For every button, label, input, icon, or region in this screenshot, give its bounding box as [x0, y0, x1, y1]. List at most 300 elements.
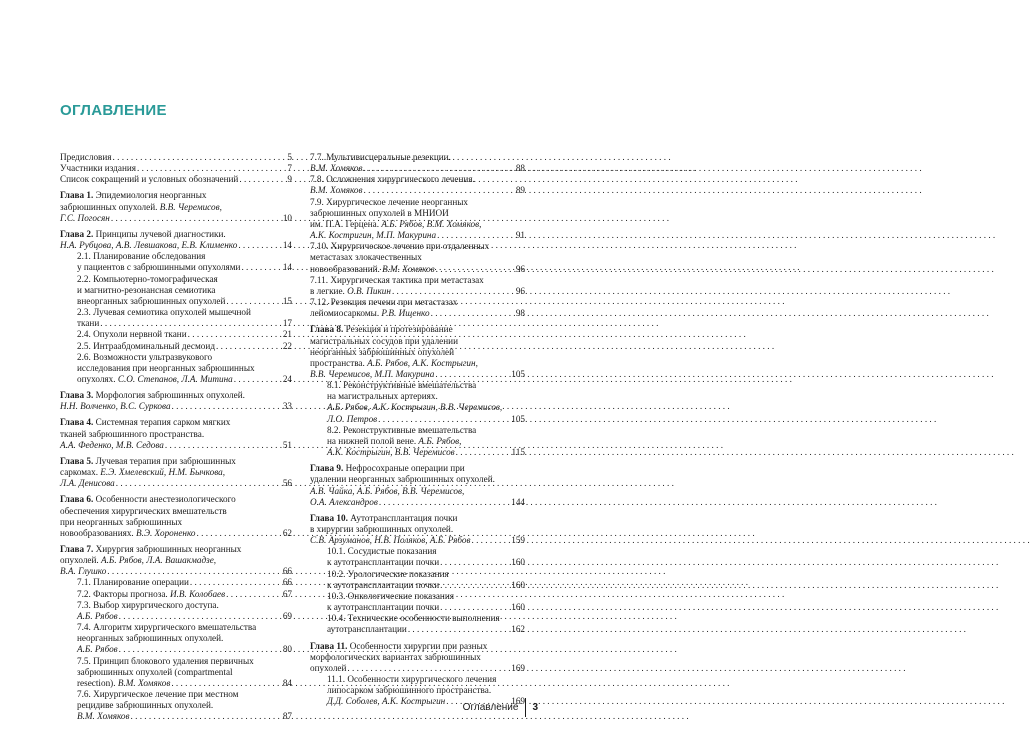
page-ref: 24 — [282, 373, 292, 384]
toc-line-text — [77, 274, 218, 285]
toc-line — [77, 577, 292, 588]
toc-line-text — [60, 152, 112, 163]
toc-entry[interactable] — [60, 544, 292, 577]
page-ref: 66 — [282, 577, 292, 588]
dot-leader — [119, 611, 282, 622]
entry-authors: Л.О. Петров — [327, 413, 378, 424]
toc-line — [77, 329, 292, 340]
entry-title: в легкие. — [310, 285, 348, 296]
entry-title: внеорганных забрюшинных опухолей — [77, 295, 226, 306]
toc-line-text — [60, 528, 196, 539]
page-ref: 5 — [287, 152, 292, 162]
toc-line-text — [327, 391, 438, 402]
toc-line-text — [310, 286, 391, 297]
page-ref: 91 — [515, 230, 525, 241]
entry-title: 2.3. Лучевая семиотика опухолей мышечной — [77, 307, 251, 318]
toc-line — [310, 308, 525, 319]
entry-title: к аутотрансплантации почки — [327, 579, 440, 590]
toc-entry[interactable] — [60, 494, 292, 539]
entry-title: саркомах. — [60, 467, 101, 478]
page-ref: 144 — [511, 496, 525, 507]
toc-line — [77, 251, 292, 262]
toc-entry[interactable] — [60, 352, 292, 385]
toc-entry[interactable] — [310, 463, 525, 508]
entry-title: 8.1. Реконструктивные вмешательства — [327, 380, 477, 391]
toc-entry[interactable] — [310, 174, 525, 196]
toc-line-text — [327, 402, 502, 413]
toc-line — [60, 190, 292, 201]
toc-entry[interactable] — [60, 390, 292, 412]
toc-line — [310, 324, 525, 335]
toc-line-text — [60, 506, 227, 517]
entry-title: им. П.А. Герцена. — [310, 218, 382, 229]
toc-line-text — [327, 557, 439, 568]
toc-line-text — [327, 425, 476, 436]
toc-entry[interactable] — [60, 656, 292, 689]
toc-line-text — [310, 185, 363, 196]
dot-leader — [137, 163, 286, 174]
entry-title: Список сокращений и условных обозначений — [60, 174, 239, 185]
toc-line — [77, 262, 292, 273]
entry-authors: В.М. Хомяков — [310, 185, 363, 196]
dot-leader — [188, 329, 282, 340]
toc-line — [77, 667, 292, 678]
dot-leader — [435, 369, 510, 380]
toc-line-text — [77, 644, 118, 655]
toc-line — [327, 402, 525, 413]
entry-title: у пациентов с забрюшинными опухолями — [77, 262, 241, 273]
entry-authors: О.А. Александров — [310, 496, 378, 507]
dot-leader — [116, 478, 282, 489]
page-ref: 22 — [282, 340, 292, 351]
page-ref: 105 — [511, 413, 525, 424]
toc-line — [310, 369, 525, 380]
toc-line — [327, 569, 525, 580]
toc-entry[interactable] — [60, 622, 292, 655]
toc-line — [60, 401, 292, 412]
toc-line — [310, 174, 525, 185]
page-ref: 160 — [511, 602, 525, 613]
toc-entry[interactable] — [60, 229, 292, 251]
toc-line — [77, 600, 292, 611]
toc-line — [77, 285, 292, 296]
toc-line — [310, 197, 525, 208]
entry-title: на нижней полой вене. — [327, 435, 419, 446]
toc-line-text — [310, 197, 468, 208]
toc-line — [310, 486, 525, 497]
toc-line — [60, 213, 292, 224]
page-ref: 14 — [282, 240, 292, 251]
entry-title: на магистральных артериях. — [327, 391, 438, 402]
toc-line — [310, 652, 525, 663]
toc-entry[interactable] — [60, 274, 292, 307]
toc-line — [77, 374, 292, 385]
entry-title: Резекция и протезирование — [343, 324, 453, 335]
toc-entry[interactable] — [310, 591, 525, 613]
entry-title: 7.6. Хирургическое лечение при местном — [77, 689, 239, 700]
toc-entry[interactable] — [60, 329, 292, 340]
entry-title: рецидиве забрюшинных опухолей. — [77, 700, 214, 711]
page-ref: 88 — [515, 163, 525, 174]
entry-authors: В.А. Глушко — [60, 566, 107, 577]
entry-authors: А.Б. Рябов — [77, 644, 118, 655]
toc-entry[interactable] — [60, 251, 292, 273]
toc-line — [60, 528, 292, 539]
toc-left-column — [60, 152, 292, 723]
toc-line — [77, 274, 292, 285]
toc-line-text — [77, 622, 256, 633]
page-ref: 67 — [282, 588, 292, 599]
toc-line-text — [310, 174, 475, 185]
entry-title: липосарком забрюшинного пространства. — [327, 685, 492, 696]
toc-line — [310, 163, 525, 174]
entry-title: ткани — [77, 318, 100, 329]
entry-title: Участники издания — [60, 163, 136, 174]
entry-authors: А.Б. Рябов, А.К. Кострыгин, В.В. Черемисов, — [327, 402, 503, 413]
toc-line-text — [60, 555, 216, 566]
toc-line-text — [327, 414, 377, 425]
toc-line — [60, 506, 292, 517]
toc-line-text — [60, 478, 115, 489]
toc-line — [77, 678, 292, 689]
page-ref: 62 — [282, 527, 292, 538]
toc-line-text — [77, 577, 189, 588]
toc-line — [60, 429, 292, 440]
entry-title: 2.1. Планирование обследования — [77, 251, 206, 262]
toc-line — [310, 513, 525, 524]
toc-line-text — [310, 524, 453, 535]
entry-title: 7.8. Осложнения хирургического лечения. — [310, 174, 475, 185]
toc-line — [327, 613, 525, 624]
chapter-number: Глава 7. — [60, 544, 94, 554]
toc-line-text — [327, 447, 455, 458]
toc-entry[interactable] — [310, 425, 525, 458]
entry-authors: А.Б. Рябов, Л.А. Вашакмадзе, — [101, 555, 217, 566]
entry-authors: О.В. Пикин — [347, 285, 391, 296]
toc-line-text — [310, 308, 430, 319]
toc-line — [60, 163, 292, 174]
toc-line-text — [77, 352, 212, 363]
entry-authors: А.Б. Рябов, А.К. Кострыгин, — [367, 357, 478, 368]
entry-title: исследования при неорганных забрюшинных — [77, 362, 255, 373]
entry-title: новообразованиях. — [60, 527, 137, 538]
entry-authors: А.В. Чайка, А.Б. Рябов, В.В. Черемисов, — [310, 485, 465, 496]
toc-right-column — [310, 152, 525, 708]
dot-leader — [165, 440, 282, 451]
toc-line-text — [310, 275, 484, 286]
toc-line — [77, 656, 292, 667]
entry-title: 10.3. Онкологические показания — [327, 590, 454, 601]
toc-line — [310, 241, 525, 252]
toc-line — [310, 275, 525, 286]
entry-authors: В.М. Хомяков — [77, 711, 130, 722]
toc-line-text — [310, 369, 434, 380]
chapter-number: Глава 2. — [60, 228, 94, 239]
toc-entry[interactable] — [60, 307, 292, 329]
toc-line-text — [310, 641, 487, 652]
toc-line — [310, 663, 525, 674]
toc-line-text — [60, 456, 236, 467]
toc-line — [327, 580, 525, 591]
toc-entry[interactable] — [310, 241, 525, 274]
toc-entry[interactable] — [310, 641, 525, 674]
entry-title: 7.2. Факторы прогноза. — [77, 588, 170, 599]
entry-title: опухолях. — [77, 373, 118, 384]
page-ref: 89 — [515, 185, 525, 196]
toc-line — [310, 535, 525, 546]
toc-line-text — [77, 329, 187, 340]
toc-line — [60, 417, 292, 428]
toc-entry[interactable] — [60, 456, 292, 489]
chapter-number: Глава 10. — [310, 512, 348, 523]
entry-authors: А.А. Феденко, М.В. Седова — [60, 439, 164, 450]
page-title: ОГЛАВЛЕНИЕ — [60, 102, 167, 119]
toc-line-text — [60, 566, 106, 577]
toc-line-text — [327, 591, 454, 602]
toc-line — [60, 494, 292, 505]
entry-authors: В.В. Черемисов, — [159, 201, 222, 212]
entry-title: Предисловия — [60, 152, 112, 162]
page-ref: 98 — [515, 308, 525, 319]
toc-line-text — [327, 580, 439, 591]
toc-line-text — [60, 517, 182, 528]
toc-entry[interactable] — [310, 275, 525, 297]
toc-line-text — [60, 440, 164, 451]
page-ref: 56 — [282, 478, 292, 489]
toc-line-text — [327, 696, 445, 707]
entry-authors: С.В. Арзуманов, Н.В. Поляков, А.Б. Рябов — [310, 535, 471, 546]
toc-line — [77, 622, 292, 633]
entry-title: 7.9. Хирургическое лечение неорганных — [310, 196, 469, 207]
entry-title: обеспечения хирургических вмешательств — [60, 505, 227, 516]
entry-title: в хирургии забрюшинных опухолей. — [310, 524, 454, 534]
toc-line — [60, 229, 292, 240]
toc-entry[interactable] — [60, 577, 292, 588]
toc-entry[interactable] — [310, 546, 525, 568]
toc-line-text — [310, 230, 436, 241]
page-ref: 33 — [282, 401, 292, 412]
toc-line — [327, 546, 525, 557]
toc-line — [60, 174, 292, 185]
toc-entry[interactable] — [310, 152, 525, 174]
toc-line — [310, 474, 525, 485]
toc-line — [60, 390, 292, 401]
toc-line-text — [60, 467, 225, 478]
entry-title: Особенности анестезиологического — [93, 494, 236, 505]
dot-leader — [431, 308, 515, 319]
toc-entry[interactable] — [310, 380, 525, 425]
toc-entry[interactable] — [310, 513, 525, 546]
toc-entry[interactable] — [60, 689, 292, 722]
toc-line — [327, 391, 525, 402]
page-ref: 169 — [511, 662, 525, 673]
entry-title: удалении неорганных забрюшинных опухолей. — [310, 474, 495, 485]
toc-line — [77, 611, 292, 622]
toc-line-text — [60, 163, 136, 174]
chapter-number: Глава 11. — [310, 640, 348, 651]
dot-leader — [113, 152, 287, 163]
toc-line — [77, 307, 292, 318]
entry-title: неорганных забрюшинных опухолей. — [77, 633, 224, 644]
toc-line — [60, 440, 292, 451]
page-ref: 9 — [287, 174, 292, 185]
dot-leader — [226, 296, 281, 307]
dot-leader — [172, 401, 282, 412]
dot-leader — [392, 286, 515, 297]
toc-line-text — [327, 602, 439, 613]
entry-title: Эпидемиология неорганных — [93, 190, 207, 201]
entry-title: Аутотрансплантация почки — [347, 512, 458, 523]
entry-title: Принципы лучевой диагностики. — [93, 228, 226, 239]
entry-authors: С.О. Степанов, Л.А. Митина — [117, 373, 233, 384]
footer-section-label: Оглавление — [462, 701, 519, 713]
toc-line-text — [327, 685, 491, 696]
entry-authors: Л.А. Денисова — [60, 478, 115, 489]
toc-line — [310, 358, 525, 369]
dot-leader — [190, 577, 282, 588]
toc-line — [327, 591, 525, 602]
page-ref: 87 — [282, 711, 292, 722]
toc-line — [310, 230, 525, 241]
toc-line — [327, 602, 525, 613]
page-ref: 84 — [282, 677, 292, 688]
dot-leader — [378, 414, 510, 425]
entry-title: 7.5. Принцип блокового удаления первичных — [77, 655, 254, 666]
toc-line — [77, 318, 292, 329]
toc-line-text — [310, 219, 481, 230]
toc-entry[interactable] — [310, 197, 525, 242]
toc-line-text — [310, 241, 489, 252]
entry-authors: Н.А. Рубцова, А.В. Левшакова, Е.В. Клименко — [60, 240, 238, 251]
toc-line — [310, 152, 525, 163]
entry-title: магистральных сосудов при удалении — [310, 335, 458, 346]
dot-leader — [456, 447, 511, 458]
toc-line-text — [60, 229, 226, 240]
entry-title: и магнитно-резонансная семиотика — [77, 284, 216, 295]
toc-line-text — [77, 363, 255, 374]
toc-entry[interactable] — [60, 341, 292, 352]
page-ref: 69 — [282, 610, 292, 621]
chapter-number: Глава 1. — [60, 190, 94, 201]
toc-line — [310, 463, 525, 474]
toc-line-text — [77, 600, 219, 611]
toc-line — [77, 700, 292, 711]
page-ref: 169 — [511, 696, 525, 707]
toc-entry[interactable] — [60, 163, 292, 174]
toc-line — [327, 447, 525, 458]
entry-title: пространства. — [310, 357, 368, 368]
page-ref: 160 — [511, 557, 525, 568]
toc-line — [310, 208, 525, 219]
entry-authors: И.В. Колобаев — [170, 588, 226, 599]
toc-line-text — [327, 436, 461, 447]
toc-line-text — [60, 494, 236, 505]
entry-title: лейомиосаркомы. — [310, 308, 382, 319]
toc-entry[interactable] — [310, 613, 525, 635]
toc-line — [310, 641, 525, 652]
dot-leader — [171, 678, 281, 689]
toc-line-text — [310, 208, 449, 219]
toc-line-text — [77, 700, 213, 711]
toc-line-text — [327, 380, 476, 391]
toc-line-text — [60, 544, 241, 555]
entry-title: к аутотрансплантации почки — [327, 557, 440, 568]
toc-line-text — [77, 711, 130, 722]
chapter-number: Глава 5. — [60, 455, 94, 466]
dot-leader — [239, 174, 286, 185]
entry-title: 10.4. Технические особенности выполнения — [327, 613, 500, 624]
toc-line — [327, 674, 525, 685]
toc-entry[interactable] — [60, 600, 292, 622]
entry-title: неорганных забрюшинных опухолей — [310, 346, 455, 357]
toc-line — [310, 336, 525, 347]
toc-line-text — [327, 569, 449, 580]
entry-title: 2.5. Интраабдоминальный десмоид — [77, 340, 215, 351]
toc-entry[interactable] — [310, 324, 525, 380]
toc-line — [77, 633, 292, 644]
toc-line-text — [60, 417, 230, 428]
toc-entry[interactable] — [60, 190, 292, 223]
toc-line-text — [60, 401, 171, 412]
toc-line-text — [327, 546, 437, 557]
entry-authors: Н.Н. Волченко, В.С. Суркова — [60, 401, 171, 412]
footer-divider — [525, 698, 526, 717]
toc-line — [77, 644, 292, 655]
entry-title: 2.6. Возможности ультразвукового — [77, 351, 213, 362]
toc-line-text — [60, 240, 237, 251]
toc-line-text — [327, 674, 496, 685]
chapter-number: Глава 3. — [60, 390, 94, 401]
entry-title: 8.2. Реконструктивные вмешательства — [327, 424, 477, 435]
page-ref: 105 — [511, 368, 525, 379]
toc-line-text — [327, 613, 500, 624]
entry-title: опухолей. — [60, 555, 101, 566]
dot-leader — [437, 230, 515, 241]
toc-line-text — [77, 262, 240, 273]
page-ref: 115 — [511, 447, 525, 458]
toc-line-text — [310, 324, 453, 335]
toc-line — [60, 544, 292, 555]
toc-entry[interactable] — [60, 174, 292, 185]
entry-authors: А.К. Кострыгин, В.В. Черемисов — [327, 447, 455, 458]
toc-entry[interactable] — [310, 297, 525, 319]
toc-line-text — [310, 652, 481, 663]
toc-line-text — [310, 463, 465, 474]
toc-line-text — [310, 347, 454, 358]
toc-entry[interactable] — [60, 589, 292, 600]
chapter-number: Глава 4. — [60, 417, 94, 428]
toc-line-text — [310, 264, 435, 275]
toc-entry[interactable] — [310, 569, 525, 591]
toc-entry[interactable] — [60, 152, 292, 163]
page-ref: 160 — [511, 579, 525, 590]
entry-authors: В.М. Хомяков — [310, 163, 363, 174]
entry-title: к аутотрансплантации почки — [327, 602, 440, 613]
entry-title: 10.1. Сосудистые показания — [327, 546, 437, 557]
dot-leader — [440, 580, 510, 591]
entry-title: Хирургия забрюшинных неорганных — [93, 544, 242, 554]
toc-line-text — [310, 474, 495, 485]
toc-entry[interactable] — [60, 417, 292, 450]
dot-leader — [111, 213, 282, 224]
entry-title: 11.1. Особенности хирургического лечения — [327, 674, 497, 685]
toc-line-text — [77, 285, 216, 296]
entry-authors: А.Б. Рябов — [77, 610, 118, 621]
dot-leader — [197, 528, 282, 539]
toc-line — [77, 296, 292, 307]
toc-line-text — [77, 667, 233, 678]
toc-line — [310, 252, 525, 263]
